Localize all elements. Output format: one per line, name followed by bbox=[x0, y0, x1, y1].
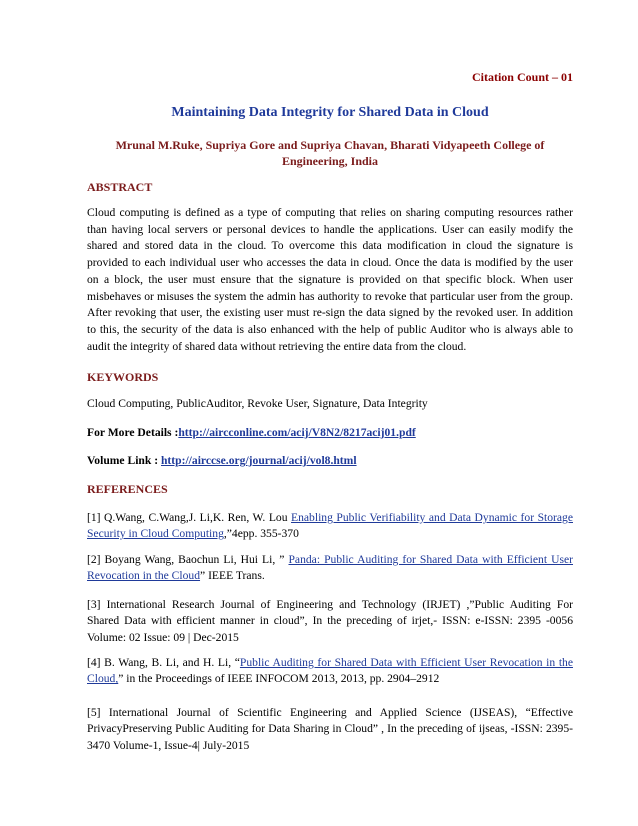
citation-count: Citation Count – 01 bbox=[471, 70, 573, 84]
keywords-text: Cloud Computing, PublicAuditor, Revoke User, Signature, Data Integrity bbox=[87, 397, 428, 410]
more-details-link[interactable]: http://aircconline.com/acij/V8N2/8217acij01.pdf bbox=[178, 426, 416, 439]
paper-title: Maintaining Data Integrity for Shared Data in Cloud bbox=[171, 105, 489, 120]
reference-link[interactable]: Public Auditing for Shared Data with Efficient User Revocation in the Cloud, bbox=[87, 656, 573, 686]
volume-link-label: Volume Link : bbox=[87, 454, 161, 467]
abstract-heading: ABSTRACT bbox=[87, 180, 153, 194]
more-details bbox=[87, 425, 573, 441]
reference-text: ” IEEE Trans. bbox=[200, 569, 265, 583]
more-details-label: For More Details : bbox=[87, 426, 179, 439]
volume-link-row bbox=[87, 453, 573, 469]
reference-link[interactable]: Enabling Public Verifiability and Data Dynamic for Storage Security in Cloud Computing bbox=[87, 511, 573, 541]
keywords-heading: KEYWORDS bbox=[87, 370, 159, 384]
references-heading: REFERENCES bbox=[87, 482, 168, 496]
reference-text: ” in the Proceedings of IEEE INFOCOM 2013, 2013, pp. 2904–2912 bbox=[118, 672, 440, 686]
reference-item bbox=[87, 597, 573, 646]
reference-item bbox=[87, 655, 573, 688]
abstract-text: Cloud computing is defined as a type of computing that relies on sharing computing resources rather than having local servers or personal devices to handle the applications. User can easily modify the shared and stored data in the cloud. To overcome this data modification in cloud the signature is provided to each individual user who accesses the data in cloud. Once the data is modified by the user on a block, the user must ensure that the signature is provided on that specific block. When user misbehaves or misuses the system the admin has authority to revoke that particular user from the group. After revoking that user, the existing user must re-sign the data signed by the revoked user. In addition to this, the security of the data is also enhanced with the help of public Auditor who is always able to audit the integrity of shared data without retrieving the entire data from the cloud. bbox=[87, 206, 573, 353]
authors-line-2: Engineering, India bbox=[281, 154, 379, 168]
reference-item bbox=[87, 552, 573, 585]
reference-text: [1] Q.Wang, C.Wang,J. Li,K. Ren, W. Lou bbox=[87, 511, 292, 524]
reference-text: ,”4epp. 355-370 bbox=[223, 527, 299, 541]
reference-text: [3] International Research Journal of Engineering and Technology (IRJET) ,”Public Auditing For Shared Data with efficient manner in cloud”, In the preceding of irjet,- ISSN: e-ISSN: 2395 -0056 Volume: 02 Issue: 09 | Dec-2015 bbox=[87, 598, 573, 644]
volume-link[interactable]: http://airccse.org/journal/acij/vol8.html bbox=[160, 454, 357, 467]
reference-text: [2] Boyang Wang, Baochun Li, Hui Li, ” bbox=[87, 553, 289, 566]
reference-text: [5] International Journal of Scientific Engineering and Applied Science (IJSEAS), “Effective PrivacyPreserving Public Auditing for Data Sharing in Cloud” , In the preceding of ijseas, -ISSN: 2395-3470 Volume-1, Issue-4| July-2015 bbox=[87, 706, 573, 752]
reference-item bbox=[87, 510, 573, 543]
reference-item bbox=[87, 705, 573, 754]
reference-text: [4] B. Wang, B. Li, and H. Li, “ bbox=[87, 656, 240, 669]
authors-line-1: Mrunal M.Ruke, Supriya Gore and Supriya Chavan, Bharati Vidyapeeth College of bbox=[115, 138, 545, 152]
reference-link[interactable]: Panda: Public Auditing for Shared Data with Efficient User Revocation in the Cloud bbox=[87, 553, 573, 583]
authors bbox=[87, 137, 573, 169]
